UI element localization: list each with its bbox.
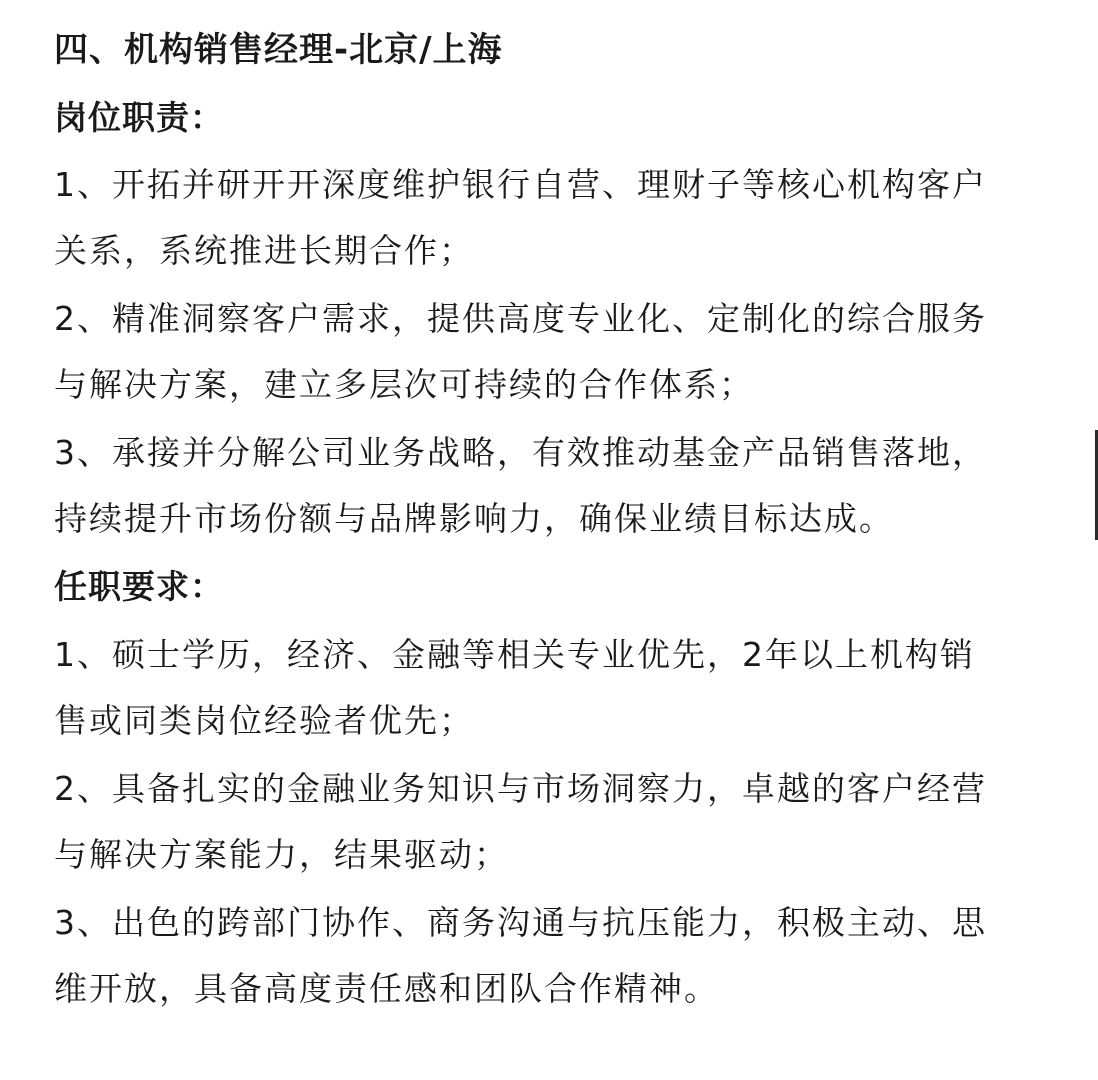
requirement-2-line-1: 2、具备扎实的金融业务知识与市场洞察力，卓越的客户经营 — [54, 769, 987, 808]
responsibilities-heading: 岗位职责： — [54, 98, 224, 137]
responsibility-2-line-2: 与解决方案，建立多层次可持续的合作体系； — [54, 365, 754, 404]
requirement-3-line-1: 3、出色的跨部门协作、商务沟通与抗压能力，积极主动、思 — [54, 903, 987, 942]
responsibility-3-line-1: 3、承接并分解公司业务战略，有效推动基金产品销售落地， — [54, 433, 987, 472]
responsibility-2-line-1: 2、精准洞察客户需求，提供高度专业化、定制化的综合服务 — [54, 299, 987, 338]
responsibility-item-1 — [54, 152, 1064, 284]
responsibility-3-line-2: 持续提升市场份额与品牌影响力，确保业绩目标达成。 — [54, 499, 894, 538]
responsibility-item-3 — [54, 420, 1064, 552]
requirement-2-line-2: 与解决方案能力，结果驱动； — [54, 835, 509, 874]
responsibility-1-line-1: 1、开拓并研开开深度维护银行自营、理财子等核心机构客户 — [54, 165, 987, 204]
requirement-item-1 — [54, 622, 1064, 754]
requirement-item-3 — [54, 890, 1064, 1022]
responsibility-item-2 — [54, 286, 1064, 418]
requirement-1-line-1: 1、硕士学历，经济、金融等相关专业优先，2年以上机构销 — [54, 635, 975, 674]
requirement-1-line-2: 售或同类岗位经验者优先； — [54, 701, 474, 740]
responsibility-1-line-2: 关系，系统推进长期合作； — [54, 231, 474, 270]
requirement-item-2 — [54, 756, 1064, 888]
requirements-heading: 任职要求： — [54, 567, 224, 606]
requirement-3-line-2: 维开放，具备高度责任感和团队合作精神。 — [54, 969, 719, 1008]
job-title: 四、机构销售经理-北京/上海 — [54, 30, 503, 70]
